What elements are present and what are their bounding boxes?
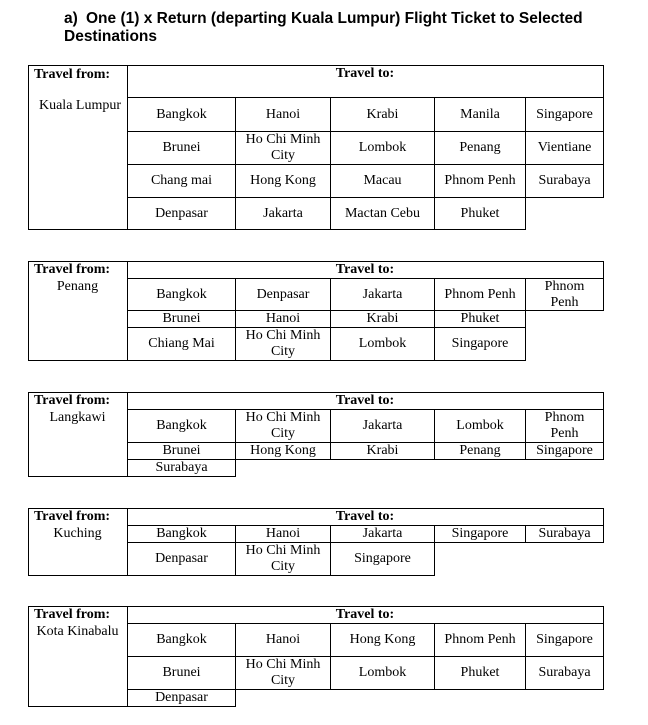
row-divider — [127, 706, 236, 707]
destination-cell: Mactan Cebu — [344, 205, 421, 221]
destination-cell: Lombok — [456, 418, 504, 433]
destination-cell: Surabaya — [538, 526, 591, 541]
destination-cell: Phnom Penh — [544, 410, 585, 441]
destination-cell: Lombok — [358, 665, 407, 680]
destination-cell: Jakarta — [362, 418, 403, 433]
destination-cell: Phnom Penh — [544, 278, 585, 310]
destination-cell: Hong Kong — [349, 632, 416, 647]
destination-cell: Hanoi — [265, 311, 301, 326]
destination-cell: Manila — [460, 107, 500, 122]
destination-cell: Krabi — [366, 107, 399, 122]
travel-from-header: Travel from: — [34, 508, 111, 524]
destination-cell: Bangkok — [156, 632, 207, 647]
travel-from-header: Travel from: — [34, 606, 111, 622]
origin-city: Kuala Lumpur — [38, 98, 122, 113]
destination-cell: Surabaya — [538, 665, 591, 680]
destination-cell: Krabi — [366, 443, 399, 458]
travel-to-header: Travel to: — [335, 606, 395, 622]
destination-cell: Ho Chi Minh City — [245, 132, 321, 163]
destination-cell: Surabaya — [538, 173, 591, 188]
table-right-border — [603, 606, 604, 624]
destination-cell: Hong Kong — [250, 443, 316, 458]
travel-to-header: Travel to: — [335, 261, 395, 277]
destination-cell: Singapore — [536, 632, 593, 647]
destination-cell: Jakarta — [362, 286, 403, 302]
destination-cell: Hanoi — [265, 107, 301, 122]
destination-cell: Jakarta — [263, 205, 303, 221]
destination-cell: Surabaya — [155, 460, 208, 475]
destination-cell: Bangkok — [156, 526, 207, 541]
destination-cell: Brunei — [162, 443, 201, 458]
destination-cell: Bangkok — [156, 286, 207, 302]
table-left-border — [28, 606, 29, 707]
destination-cell: Phnom Penh — [444, 173, 516, 188]
destination-cell: Phuket — [460, 311, 500, 326]
destination-cell: Phnom Penh — [444, 286, 516, 302]
destination-cell: Ho Chi Minh City — [245, 657, 321, 688]
destination-cell: Singapore — [451, 526, 509, 541]
from-cell-bottom-border — [28, 706, 128, 707]
travel-to-header: Travel to: — [335, 508, 395, 524]
destination-cell: Denpasar — [155, 205, 208, 221]
destination-cell: Ho Chi Minh City — [245, 410, 321, 441]
destination-cell: Chang mai — [150, 173, 213, 188]
destination-cell: Brunei — [162, 311, 201, 326]
cell-divider — [603, 623, 604, 657]
destination-cell: Singapore — [536, 443, 593, 458]
destination-cell: Denpasar — [256, 286, 310, 302]
destination-cell: Hanoi — [265, 526, 301, 541]
destination-cell: Phnom Penh — [444, 632, 516, 647]
travel-from-header: Travel from: — [34, 67, 111, 82]
destination-cell: Denpasar — [155, 551, 208, 566]
origin-city: Kuching — [53, 526, 102, 541]
destination-cell: Chiang Mai — [148, 336, 215, 351]
origin-city: Langkawi — [49, 410, 106, 425]
destination-cell: Penang — [459, 443, 501, 458]
destination-cell: Denpasar — [155, 690, 208, 705]
destination-cell: Hanoi — [265, 632, 301, 647]
travel-to-header: Travel to: — [335, 66, 395, 81]
destination-cell: Brunei — [162, 140, 201, 155]
destination-cell: Lombok — [358, 140, 407, 155]
destination-cell: Hong Kong — [250, 173, 316, 188]
destination-cell: Jakarta — [362, 526, 403, 541]
travel-from-header: Travel from: — [34, 261, 111, 277]
destination-cell: Penang — [459, 140, 501, 155]
origin-city: Kota Kinabalu — [36, 624, 119, 639]
destination-cell: Phuket — [460, 665, 500, 680]
destination-cell: Lombok — [358, 336, 407, 351]
destination-cell: Singapore — [536, 107, 593, 122]
destination-cell: Bangkok — [156, 107, 207, 122]
destination-cell: Vientiane — [537, 140, 592, 155]
destination-cell: Phuket — [460, 205, 500, 221]
cell-divider — [235, 689, 236, 707]
destination-cell: Singapore — [451, 336, 509, 351]
destination-cell: Brunei — [162, 665, 201, 680]
destination-cell: Krabi — [366, 311, 399, 326]
heading-title: One (1) x Return (departing Kuala Lumpur) Flight Ticket to Selected Destinations — [64, 10, 583, 45]
origin-city: Penang — [56, 279, 99, 294]
heading-label: a) — [64, 10, 78, 27]
cell-divider — [603, 656, 604, 690]
destination-cell: Singapore — [354, 551, 411, 566]
travel-to-header: Travel to: — [335, 392, 395, 408]
travel-from-header: Travel from: — [34, 392, 111, 408]
destination-cell: Ho Chi Minh City — [245, 328, 321, 359]
destination-cell: Bangkok — [156, 418, 207, 433]
destination-cell: Macau — [363, 173, 402, 188]
destination-cell: Ho Chi Minh City — [245, 543, 321, 574]
